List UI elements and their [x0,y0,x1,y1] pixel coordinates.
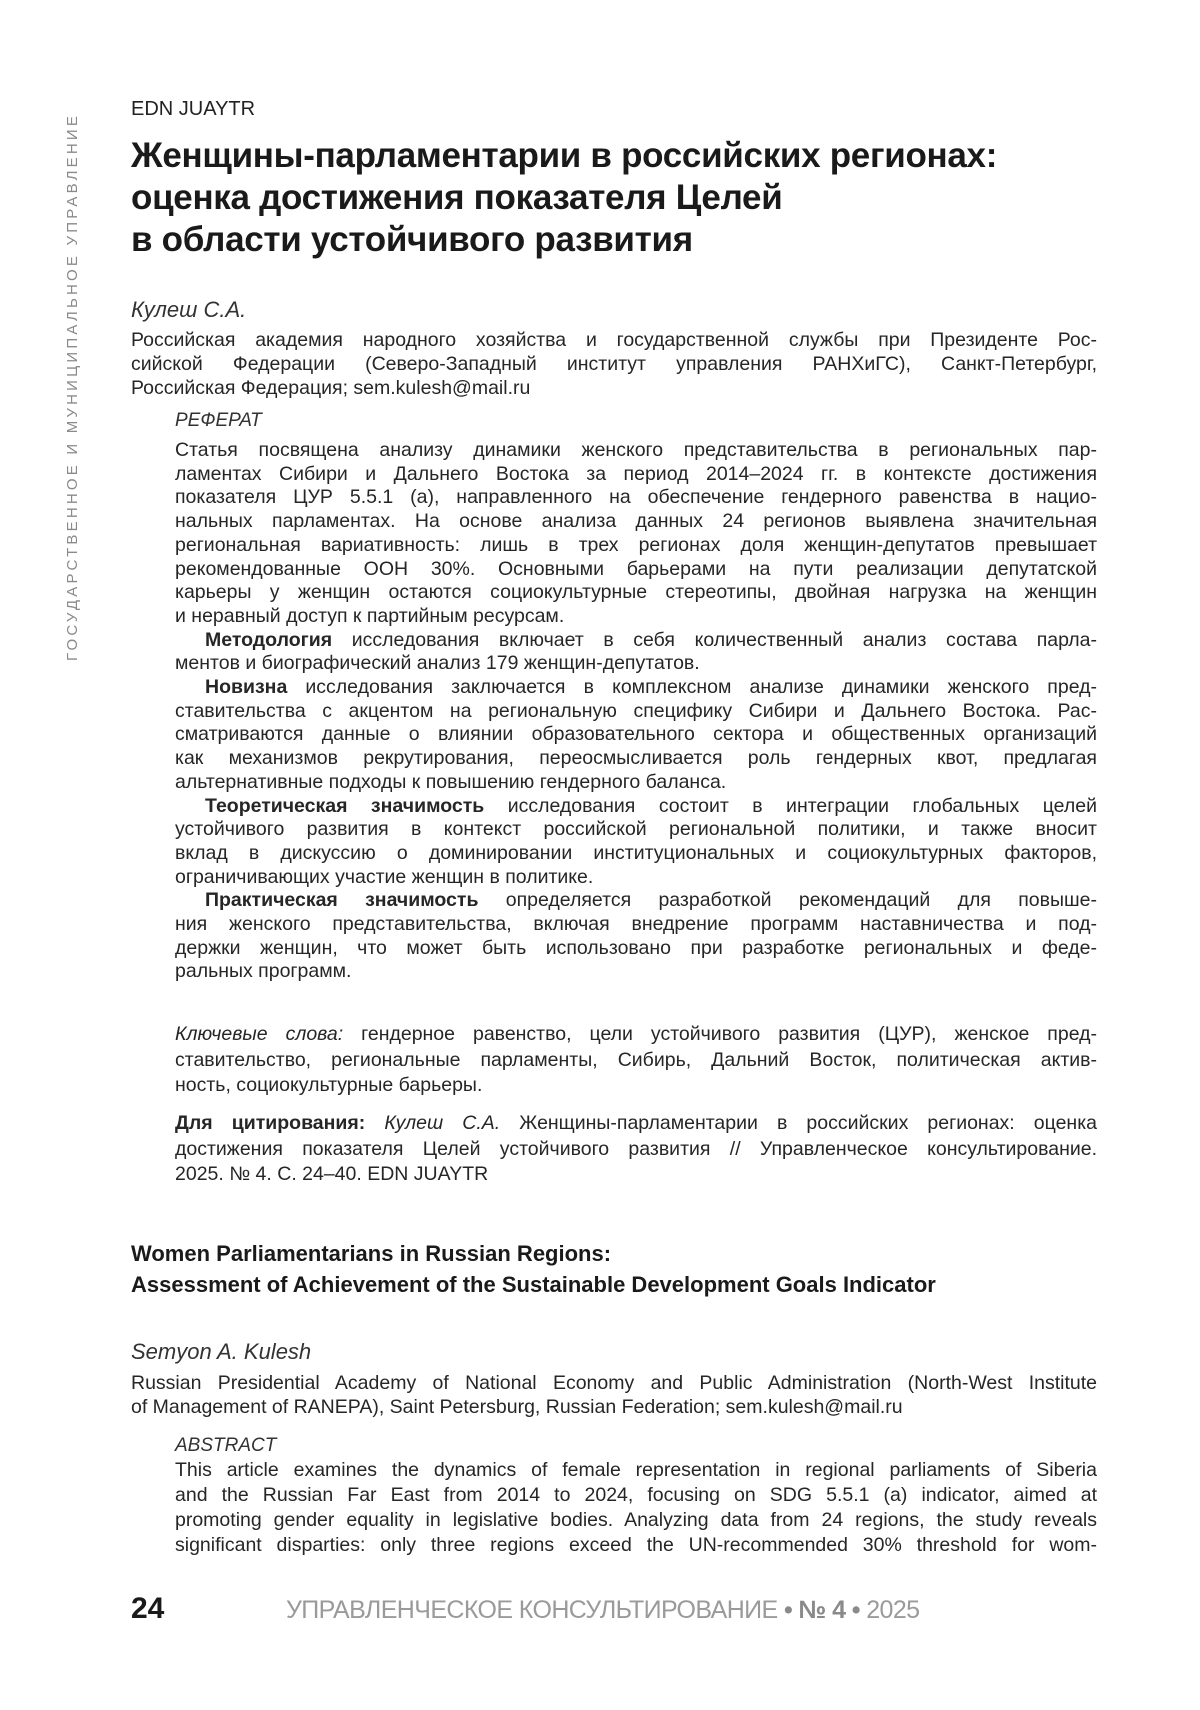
page-number: 24 [131,1592,164,1626]
paragraph-lead: Практическая значимость [205,889,478,911]
referat-line [175,534,1097,558]
abstract-line: significant disparties: only three regions exceed the UN-recommended 30% threshold for wom- [175,1533,1097,1558]
referat-line [175,842,1097,866]
keywords [175,1022,1097,1099]
line-text: как механизмов рекрутирования, переосмысливается роль гендерных квот, предлагая [175,747,1097,769]
line-text: исследования состоит в интеграции глобальных целей [484,795,1097,817]
referat-line [175,723,1097,747]
line-text: карьеры у женщин остаются социокультурные стереотипы, двойная нагрузка на женщин [175,581,1097,603]
line-text: ментов и биографический анализ 179 женщин-депутатов. [175,652,700,674]
article-title-en [131,1238,936,1300]
line-text: ламентах Сибири и Дальнего Востока за период 2014–2024 гг. в контексте достижения [175,463,1097,485]
referat-line [175,889,1097,913]
line-text: 2025. № 4. С. 24–40. EDN JUAYTR [175,1163,488,1185]
line-text: сматриваются данные о влиянии образовательного сектора и общественных организаций [175,723,1097,745]
line-text: ность, социокультурные барьеры. [175,1074,482,1096]
referat-line [175,795,1097,819]
abstract-line: This article examines the dynamics of female representation in regional parliaments of Siberia [175,1458,1097,1483]
line-text: устойчивого развития в контекст российской региональной политики, и также вносит [175,818,1097,840]
line-text: гендерное равенство, цели устойчивого развития (ЦУР), женское пред- [343,1023,1097,1045]
title-line: Женщины-парламентарии в российских регионах: [131,135,997,177]
referat-line [175,629,1097,653]
referat-line [175,818,1097,842]
citation-author: Кулеш С.А. [365,1112,500,1134]
journal-footer [286,1594,919,1626]
line-text: ния женского представительства, включая внедрение программ наставничества и под- [175,913,1097,935]
author-ru: Кулеш С.А. [131,298,246,322]
citation [175,1111,1097,1188]
title-line: Assessment of Achievement of the Sustainable Development Goals Indicator [131,1269,936,1300]
title-line: оценка достижения показателя Целей [131,177,997,219]
citation-line [175,1162,1097,1188]
article-title-ru [131,135,997,261]
referat-line [175,747,1097,771]
affiliation-en [131,1371,1097,1419]
title-line: Women Parliamentarians in Russian Regions: [131,1238,936,1269]
referat-line [175,439,1097,463]
affiliation-line: Russian Presidential Academy of National Economy and Public Administration (North-West Institute [131,1371,1097,1395]
referat-line [175,605,1097,629]
line-text: нальных парламентах. На основе анализа данных 24 регионов выявлена значительная [175,510,1097,532]
line-text: региональная вариативность: лишь в трех регионах доля женщин-депутатов превышает [175,534,1097,556]
line-text: достижения показателя Целей устойчивого развития // Управленческое консультирование. [175,1138,1097,1160]
affiliation-line: сийской Федерации (Северо-Западный институт управления РАНХиГС), Санкт-Петербург, [131,352,1097,376]
referat-line [175,486,1097,510]
referat-line [175,913,1097,937]
referat-line [175,700,1097,724]
referat-line [175,937,1097,961]
paragraph-lead: Теоретическая значимость [205,795,484,817]
paragraph-lead: Новизна [205,676,287,698]
line-text: ральных программ. [175,960,351,982]
citation-line [175,1137,1097,1163]
affiliation-line: Российская академия народного хозяйства и государственной службы при Президенте Рос- [131,328,1097,352]
issue-number: № 4 [798,1596,845,1624]
line-text: определяется разработкой рекомендаций для повыше- [478,889,1097,911]
abstract-line: and the Russian Far East from 2014 to 2024, focusing on SDG 5.5.1 (a) indicator, aimed at [175,1483,1097,1508]
citation-line [175,1111,1097,1137]
abstract-label: ABSTRACT [175,1434,276,1458]
paragraph-lead: Методология [205,629,332,651]
line-text: исследования заключается в комплексном анализе динамики женского пред- [287,676,1097,698]
line-text: рекомендованные ООН 30%. Основными барьерами на пути реализации депутатской [175,558,1097,580]
edn-code: EDN JUAYTR [131,98,255,120]
year: 2025 [866,1596,919,1624]
citation-label: Для цитирования: [175,1112,365,1134]
referat-line [175,866,1097,890]
referat-line [175,960,1097,984]
line-text: Женщины-парламентарии в российских регионах: оценка [500,1112,1097,1134]
line-text: исследования включает в себя количественный анализ состава парла- [332,629,1097,651]
line-text: ставительства с акцентом на региональную специфику Сибири и Дальнего Востока. Рас- [175,700,1097,722]
affiliation-line: of Management of RANEPA), Saint Petersburg, Russian Federation; sem.kulesh@mail.ru [131,1395,1097,1419]
affiliation-line: Российская Федерация; sem.kulesh@mail.ru [131,376,1097,400]
referat-label: РЕФЕРАТ [175,409,262,433]
line-text: ограничивающих участие женщин в политике. [175,866,593,888]
keywords-line [175,1073,1097,1099]
referat-line [175,510,1097,534]
line-text: вклад в дискуссию о доминировании институциональных и социокультурных факторов, [175,842,1097,864]
author-en: Semyon A. Kulesh [131,1340,311,1364]
referat-line [175,676,1097,700]
line-text: держки женщин, что может быть использовано при разработке региональных и феде- [175,937,1097,959]
line-text: Статья посвящена анализу динамики женского представительства в региональных пар- [175,439,1097,461]
keywords-line [175,1022,1097,1048]
line-text: и неравный доступ к партийным ресурсам. [175,605,564,627]
section-side-label: ГОСУДАРСТВЕННОЕ И МУНИЦИПАЛЬНОЕ УПРАВЛЕНИЕ [64,98,81,676]
referat-line [175,652,1097,676]
abstract-line: promoting gender equality in legislative bodies. Analyzing data from 24 regions, the study reveals [175,1508,1097,1533]
referat-line [175,581,1097,605]
affiliation-ru [131,328,1097,400]
title-line: в области устойчивого развития [131,219,997,261]
line-text: альтернативные подходы к повышению гендерного баланса. [175,771,726,793]
line-text: ставительство, региональные парламенты, Сибирь, Дальний Восток, политическая актив- [175,1049,1097,1071]
referat-line [175,463,1097,487]
referat-body [175,439,1097,984]
referat-line [175,558,1097,582]
keywords-line [175,1048,1097,1074]
separator: • [778,1596,799,1624]
abstract-body [175,1458,1097,1558]
journal-name: УПРАВЛЕНЧЕСКОЕ КОНСУЛЬТИРОВАНИЕ [286,1596,778,1624]
referat-line [175,771,1097,795]
separator: • [845,1596,866,1624]
keywords-label: Ключевые слова: [175,1023,343,1045]
line-text: показателя ЦУР 5.5.1 (а), направленного на обеспечение гендерного равенства в нацио- [175,486,1097,508]
